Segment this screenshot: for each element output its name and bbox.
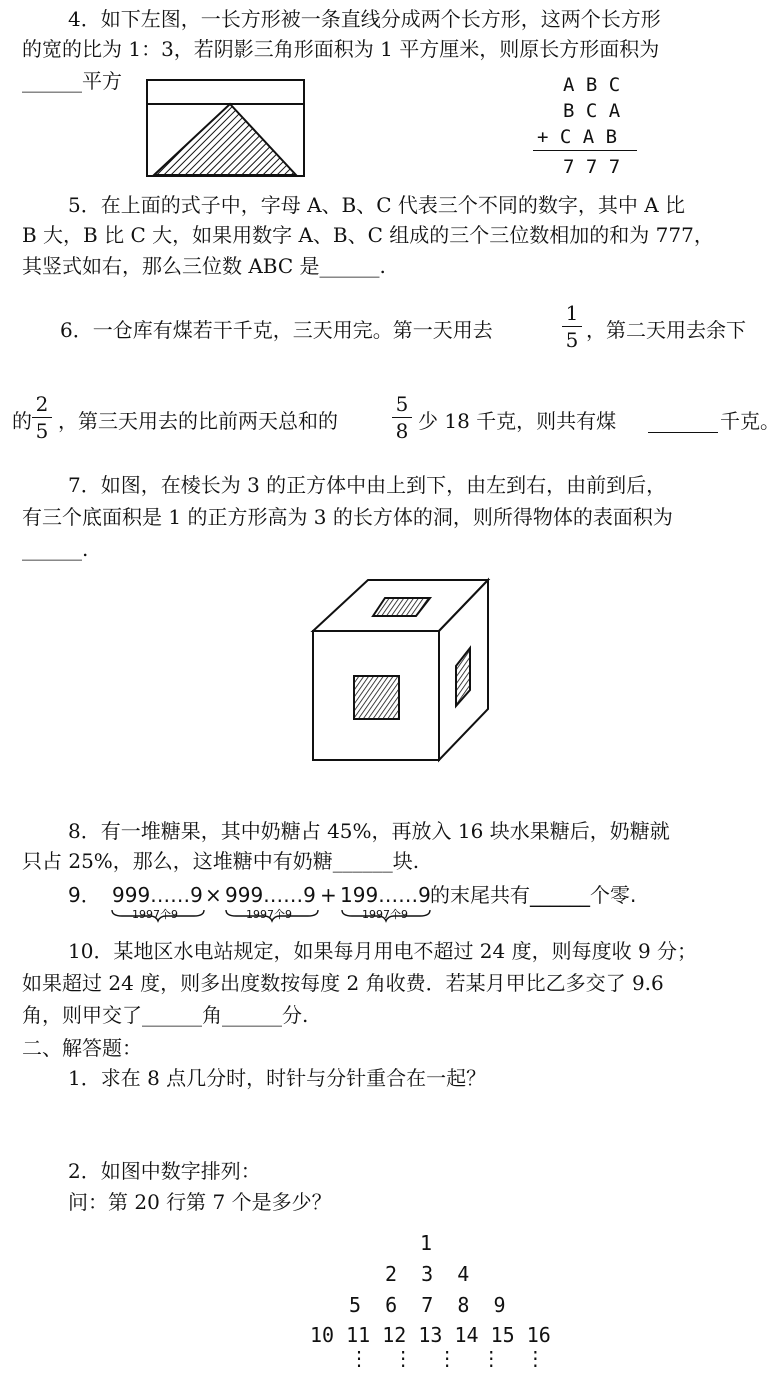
addition-rule [533, 150, 637, 151]
q6-part4: ，第三天用去的比前两天总和的 [58, 409, 338, 433]
q6-frac1-den: 5 [565, 328, 579, 352]
q5-line2: B 大，B 比 C 大，如果用数字 A、B、C 组成的三个三位数相加的和为 777， [22, 223, 714, 247]
q6-part2: ，第二天用去余下 [586, 318, 746, 342]
triangle-row4: 10 11 12 13 14 15 16 [310, 1323, 551, 1347]
q9-term1: 999……9 [112, 883, 203, 907]
q9-under-2: 1997个9 [246, 908, 292, 921]
q7-line3: ______. [22, 537, 89, 561]
q10-line2: 如果超过 24 度，则多出度数按每度 2 角收费．若某月甲比乙多交了 9.6 [22, 971, 664, 995]
q6-fraction-5-8 [392, 392, 412, 443]
q4-line3: ______平方 [22, 69, 122, 93]
q9-tail: 的末尾共有______个零. [430, 883, 637, 907]
q9-plus: + [320, 883, 337, 907]
q8-line2: 只占 25%，那么，这堆糖中有奶糖______块. [22, 849, 420, 873]
section2-q2-line2: 问：第 20 行第 7 个是多少？ [68, 1190, 332, 1214]
q6-frac3-num: 5 [395, 392, 409, 416]
q6-fraction-2-5 [32, 392, 52, 443]
section2-q2-line1: 2．如图中数字排列： [68, 1159, 261, 1183]
q7-line2: 有三个底面积是 1 的正方形高为 3 的长方体的洞，则所得物体的表面积为 [22, 505, 673, 529]
triangle-row1: 1 [420, 1231, 433, 1255]
q9-under-1: 1997个9 [132, 908, 178, 921]
triangle-row3: 5 6 7 8 9 [349, 1293, 506, 1317]
q4-line1: 4．如下左图，一长方形被一条直线分成两个长方形，这两个长方形 [68, 7, 661, 31]
q9-times: × [205, 883, 222, 907]
q6-frac3-den: 8 [395, 419, 409, 443]
q7-line1: 7．如图，在棱长为 3 的正方体中由上到下，由左到右，由前到后， [68, 473, 667, 497]
addition-row1: A B C [563, 74, 621, 96]
q6-part3: 的 [12, 409, 32, 433]
q6-fraction-1-5 [562, 301, 582, 352]
q10-line3: 角，则甲交了______角______分. [22, 1003, 309, 1027]
q9-term2: 999……9 [225, 883, 316, 907]
triangle-row5: ⋮ ⋮ ⋮ ⋮ ⋮ [349, 1346, 546, 1370]
q5-line3: 其竖式如右，那么三位数 ABC 是______. [22, 254, 386, 278]
q6-frac2-den: 5 [35, 419, 49, 443]
addition-row2: B C A [563, 100, 621, 122]
q7-cube-figure [310, 578, 492, 764]
q6-part1: 6．一仓库有煤若干千克，三天用完。第一天用去 [60, 318, 493, 342]
q9-label: 9． [68, 883, 101, 907]
q10-line1: 10．某地区水电站规定，如果每月用电不超过 24 度，则每度收 9 分； [68, 939, 698, 963]
q5-line1: 5．在上面的式子中，字母 A、B、C 代表三个不同的数字，其中 A 比 [68, 193, 686, 217]
q6-answer-blank[interactable] [648, 432, 718, 433]
addition-sum: 7 7 7 [563, 156, 621, 178]
q8-line1: 8．有一堆糖果，其中奶糖占 45%，再放入 16 块水果糖后，奶糖就 [68, 819, 670, 843]
triangle-row2: 2 3 4 [385, 1262, 470, 1286]
q4-rectangle-figure [146, 79, 306, 179]
section2-q1: 1．求在 8 点几分时，时针与分针重合在一起？ [68, 1066, 487, 1090]
q6-frac1-num: 1 [565, 301, 579, 325]
q4-line2: 的宽的比为 1：3，若阴影三角形面积为 1 平方厘米，则原长方形面积为 [22, 37, 660, 61]
q9-term3: 199……9 [340, 883, 431, 907]
addition-row3: + C A B [537, 126, 618, 148]
q6-part6: 千克。 [720, 409, 780, 433]
section2-title: 二、解答题： [22, 1036, 142, 1060]
q9-under-3: 1997个9 [362, 908, 408, 921]
q6-frac2-num: 2 [35, 392, 49, 416]
q6-part5: 少 18 千克，则共有煤 [418, 409, 617, 433]
